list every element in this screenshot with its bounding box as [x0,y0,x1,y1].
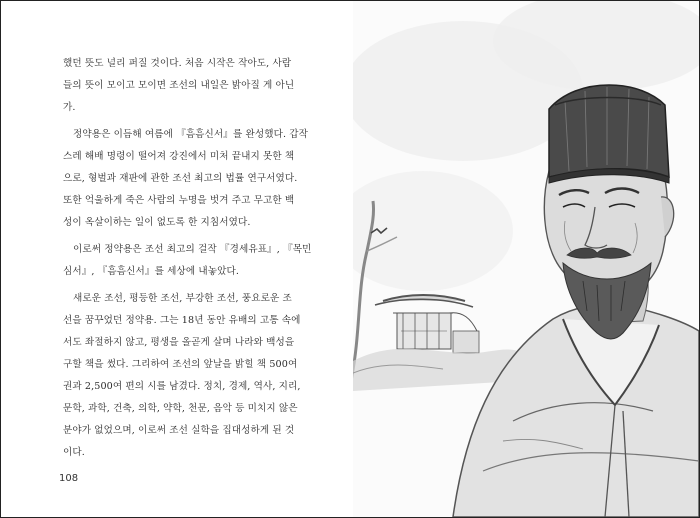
text-line: 문학, 과학, 건축, 의학, 약학, 천문, 음악 등 미치지 않은 [63,403,298,414]
text-line: 또한 억울하게 죽은 사람의 누명을 벗겨 주고 무고한 백 [63,195,295,206]
text-line: 스레 해배 명령이 떨어져 강진에서 미처 끝내지 못한 책 [63,151,295,162]
text-line: 새로운 조선, 평등한 조선, 부강한 조선, 풍요로운 조 [73,293,292,304]
text-line: 했던 뜻도 널리 퍼질 것이다. 처음 시작은 작아도, 사람 [63,58,292,69]
text-line: 이로써 정약용은 조선 최고의 걸작 『경세유표』, 『목민 [73,244,312,255]
text-line: 정약용은 이듬해 여름에 『흠흠신서』를 완성했다. 갑작 [73,129,309,140]
page-number: 108 [59,473,79,484]
text-line: 권과 2,500여 편의 시를 남겼다. 정치, 경제, 역사, 지리, [63,381,301,392]
body-text [63,53,321,464]
paragraph-3 [63,239,321,283]
portrait-illustration [353,1,699,517]
text-line: 구할 책을 썼다. 그리하여 조선의 앞날을 밝힐 책 500여 [63,359,298,370]
text-line: 가. [63,102,76,113]
text-line: 심서』, 『흠흠신서』를 세상에 내놓았다. [63,266,239,277]
text-line: 성이 옥살이하는 일이 없도록 한 지침서였다. [63,217,251,228]
paragraph-4 [63,288,321,464]
paragraph-2 [63,124,321,234]
left-page [1,1,353,517]
text-line: 이다. [63,447,85,458]
text-line: 분야가 없었으며, 이로써 조선 실학을 집대성하게 된 것 [63,425,295,436]
text-line: 들의 뜻이 모이고 모이면 조선의 내일은 밝아질 게 아닌 [63,80,295,91]
text-line: 으로, 형벌과 재판에 관한 조선 최고의 법률 연구서였다. [63,173,298,184]
right-page [353,1,699,517]
text-line: 서도 좌절하지 않고, 평생을 올곧게 살며 나라와 백성을 [63,337,295,348]
paragraph-1 [63,53,321,119]
text-line: 선을 꿈꾸었던 정약용. 그는 18년 동안 유배의 고통 속에 [63,315,301,326]
